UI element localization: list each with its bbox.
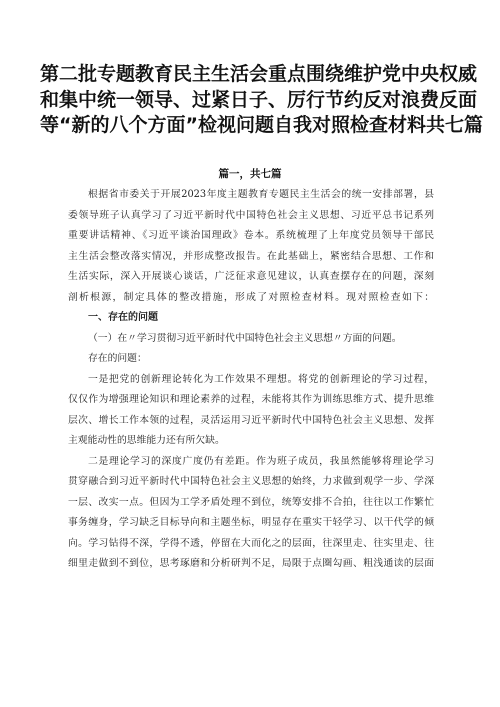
- text-line: 一层、改实一点。但因为工学矛盾处理不到位，统筹安排不合拍，往往以工作繁忙: [68, 496, 434, 508]
- text-line: 事务缠身，学习缺乏目标导向和主题坐标，明显存在重实干轻学习、以干代学的倾: [68, 517, 434, 528]
- document-body: [68, 185, 434, 575]
- document-title: [40, 62, 483, 139]
- text-line: 主生活会整改落实情况，并形成整改报告。在此基础上，紧密结合思想、工作和: [68, 250, 434, 262]
- paragraph-intro: [68, 185, 434, 308]
- document-subtitle: 篇一，共七篇: [218, 168, 282, 180]
- paragraph-point-2: [68, 452, 434, 575]
- text-line: 向。学习钻得不深，学得不透，停留在大而化之的层面，往深里走、往实里走、往: [68, 537, 434, 549]
- text-line: 生活实际，深入开展谈心谈话，广泛征求意见建议，认真查摆存在的问题，深刻: [68, 271, 434, 282]
- title-line-1: 第二批专题教育民主生活会重点围绕维护党中央权威: [40, 63, 478, 85]
- label-text: 存在的问题：: [88, 353, 147, 364]
- title-line-2: 和集中统一领导、过紧日子、厉行节约反对浪费反面: [40, 88, 478, 111]
- title-line-3: 等“新的八个方面”检视问题自我对照检查材料共七篇: [40, 114, 483, 136]
- text-line: 主观能动性的思维能力还有所欠缺。: [68, 435, 225, 446]
- text-line: 层次、增长工作本领的过程，灵活运用习近平新时代中国特色社会主义思想、发挥: [68, 414, 434, 426]
- text-line: 细里走做到不到位，思考琢磨和分析研判不足，局限于点圈勾画、粗浅通读的层面: [68, 558, 434, 569]
- text-line: 一是把党的创新理论转化为工作效果不理想。将党的创新理论的学习过程，: [88, 373, 434, 385]
- subsection-heading: （一）在〃学习贯彻习近平新时代中国特色社会主义思想〃方面的问题。: [88, 332, 402, 344]
- text-line: 仅仅作为增强理论知识和理论素养的过程，未能将其作为训练思维方式、提升思维: [68, 394, 434, 405]
- text-line: 委领导班子认真学习了习近平新时代中国特色社会主义思想、习近平总书记系列: [68, 209, 434, 221]
- section-heading: 一、存在的问题: [88, 312, 158, 323]
- text-line: 剖析根源，制定具体的整改措施，形成了对照检查材料。现对照检查如下：: [68, 291, 434, 303]
- paragraph-point-1: [68, 370, 434, 452]
- text-line: 二是理论学习的深度广度仍有差距。作为班子成员，我虽然能够将理论学习: [88, 455, 434, 467]
- text-line: 重要讲话精神、《习近平谈治国理政》卷本。系统梳理了上年度党员领导干部民: [68, 230, 434, 241]
- text-line: 根据省市委关于开展2023年度主题教育专题民主生活会的统一安排部署，县: [88, 189, 434, 200]
- text-line: 贯穿融合到习近平新时代中国特色社会主义思想的始终，力求做到观学一步、学深: [68, 476, 434, 487]
